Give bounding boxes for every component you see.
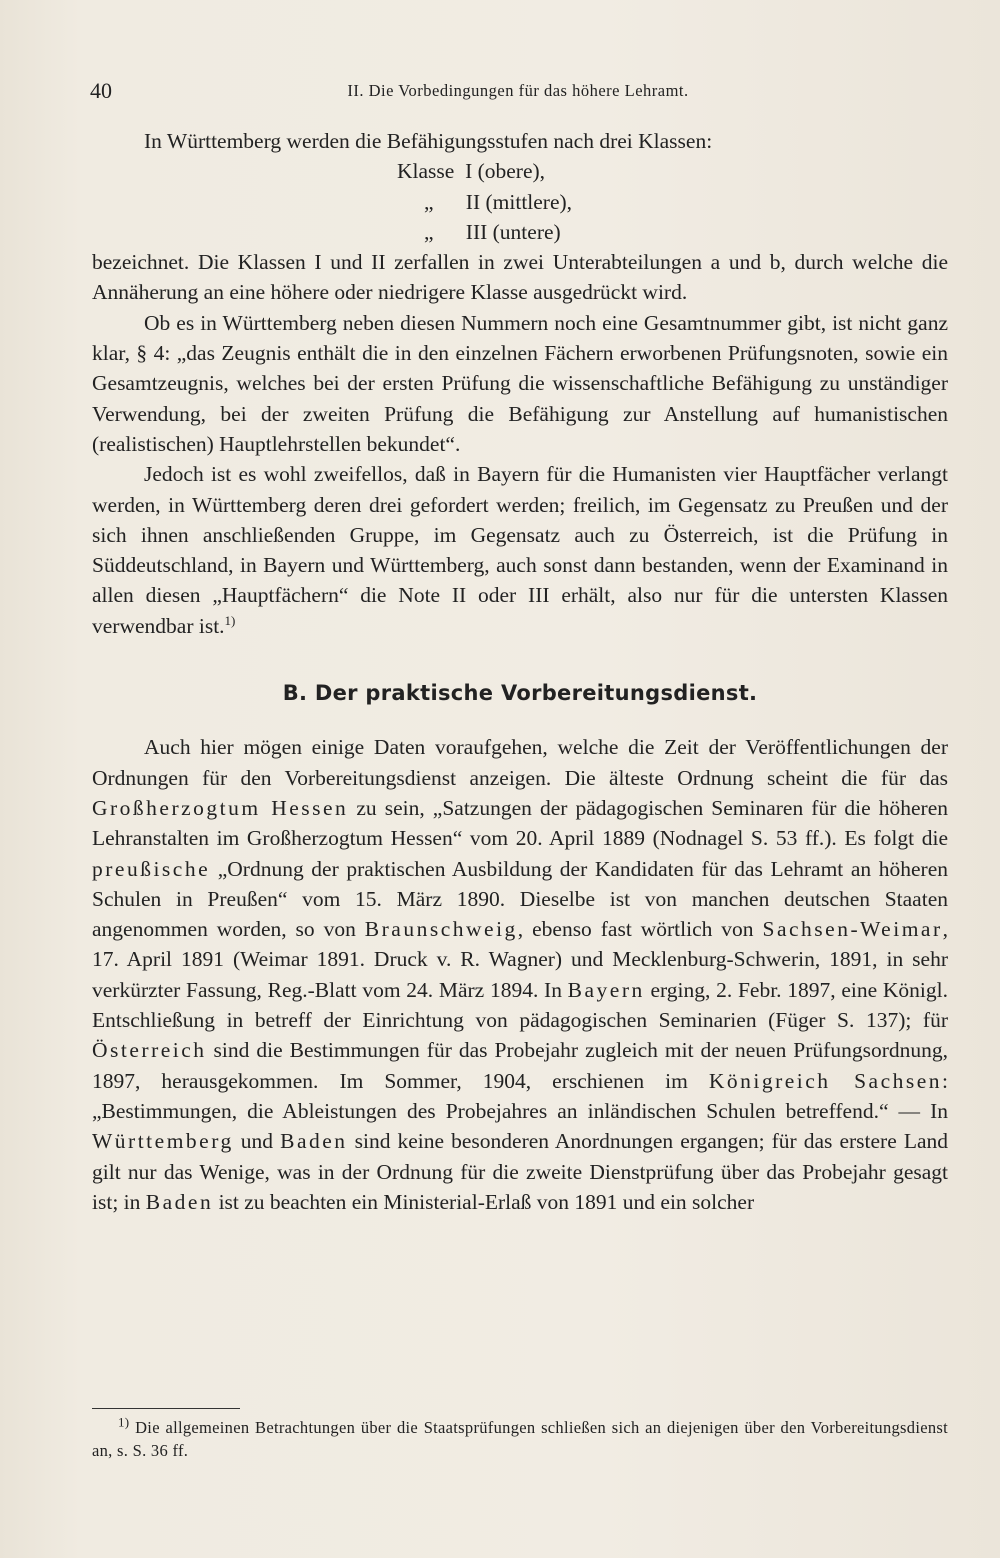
text-span: sind die Bestimmungen für das Probejahr zugleich mit der neuen Prüfungsordnung, 1897, herausgekommen. Im Sommer, 1904, erschienen im (92, 1038, 948, 1093)
paragraph-wuerttemberg-intro: In Württemberg werden die Befähigungsstufen nach drei Klassen: (144, 129, 713, 153)
emphasis-koenigreich-sachsen: Königreich Sachsen (708, 1068, 943, 1093)
text-span: Auch hier mögen einige Daten voraufgehen, welche die Zeit der Veröffentlichungen der Ordnungen für den Vorbereitungsdienst anzeigen. Die älteste Ordnung scheint die für das (92, 735, 948, 790)
text-span: , ebenso fast wörtlich von (517, 917, 763, 942)
footnote-divider (92, 1408, 240, 1409)
paragraph-hauptfaecher-text: Jedoch ist es wohl zweifellos, daß in Bayern für die Humanisten vier Hauptfächer verlangt werden, in Württemberg deren drei gefordert werden; freilich, im Gegensatz zu Preußen und der sich ihnen anschließenden Gruppe, im Gegensatz auch zu Österreich, ist die Prüfung in Süddeutschland, in Bayern und Württemberg, auch sonst dann bestanden, wenn der Examinand in allen diesen „Hauptfächern“ die Note II oder III erhält, also nur für die untersten Klassen verwendbar ist. (92, 462, 948, 638)
emphasis-sachsen-weimar: Sachsen-Weimar (762, 917, 943, 942)
page-body (92, 126, 948, 1217)
emphasis-baden: Baden (280, 1129, 348, 1154)
running-head: II. Die Vorbedingungen für das höhere Lehramt. (347, 81, 689, 100)
klassen-list (92, 156, 948, 247)
klassen-row-2: „ II (mittlere), (424, 189, 573, 214)
footnote-reference: 1) (224, 612, 236, 628)
footnote-text (92, 1416, 948, 1462)
text-span: , 17. April 1891 (Weimar 1891. Druck v. R. Wagner) und Mecklenburg-Schwerin, 1891, in sehr verkürzter Fassung, Reg.-Blatt vom 24. März 1894. In (92, 917, 948, 1002)
emphasis-preussische: preußische (92, 856, 211, 881)
emphasis-oesterreich: Österreich (92, 1038, 207, 1063)
text-span: sind keine besonderen Anordnungen ergangen; für das erstere Land gilt nur das Wenige, was in der Ordnung für die zweite Dienstprüfung über das Probejahr gesagt ist; in (92, 1129, 948, 1214)
text-span: : „Bestimmungen, die Ableistungen des Probejahres an inländischen Schulen betreffend.“ — In (92, 1068, 949, 1123)
section-heading: B. Der praktische Vorbereitungsdienst. (282, 681, 758, 706)
emphasis-wuerttemberg: Württemberg (92, 1129, 234, 1154)
emphasis-braunschweig: Braunschweig (364, 917, 518, 942)
text-span: und (233, 1129, 281, 1154)
paragraph-gesamtnummer: Ob es in Württemberg neben diesen Nummern noch eine Gesamtnummer gibt, ist nicht ganz klar, § 4: „das Zeugnis enthält die in den einzelnen Fächern erworbenen Prüfungsnoten, sowie ein Gesamtzeugnis, welches bei der ersten Prüfung die wissenschaftliche Befähigung zu unständiger Verwendung, bei der zweiten Prüfung die Befähigung zur Anstellung auf humanistischen (realistischen) Hauptlehrstellen bekundet“. (92, 310, 948, 456)
footnote-marker: 1) (118, 1414, 130, 1430)
page-number: 40 (90, 78, 112, 103)
text-span: zu sein, „Satzungen der pädagogischen Seminaren für die höheren Lehranstalten im Großherzogtum Hessen“ vom 20. April 1889 (Nodnagel S. 53 ff.). Es folgt die (92, 795, 948, 851)
emphasis-baden-2: Baden (145, 1189, 214, 1214)
paragraph-vorbereitungsdienst (92, 732, 948, 1217)
klassen-row-1: Klasse I (obere), (397, 159, 546, 184)
footnote-body: Die allgemeinen Betrachtungen über die Staatsprüfungen schließen sich an diejenigen über den Vorbereitungsdienst an, s. S. 36 ff. (92, 1418, 948, 1460)
klassen-row-3: „ III (untere) (424, 219, 561, 244)
paragraph-hauptfaecher (92, 459, 948, 641)
text-span: „Ordnung der praktischen Ausbildung der Kandidaten für das Lehramt an höheren Schulen in Preußen“ vom 15. März 1890. Dieselbe ist von manchen deutschen Staaten angenommen worden, so von (92, 856, 948, 942)
paragraph-klassen-description: bezeichnet. Die Klassen I und II zerfallen in zwei Unterabteilungen a und b, durch welche die Annäherung an eine höhere oder niedrigere Klasse ausgedrückt wird. (92, 250, 948, 305)
emphasis-hessen: Großherzogtum Hessen (92, 795, 349, 820)
emphasis-bayern: Bayern (567, 977, 645, 1002)
text-span: erging, 2. Febr. 1897, eine Königl. Entschließung in betreff der Einrichtung von pädagogischen Seminarien (Füger S. 137); für (92, 977, 949, 1033)
footnote (92, 1416, 948, 1462)
page-header (90, 78, 946, 108)
text-span: ist zu beachten ein Ministerial-Erlaß von 1891 und ein solcher (213, 1189, 755, 1214)
